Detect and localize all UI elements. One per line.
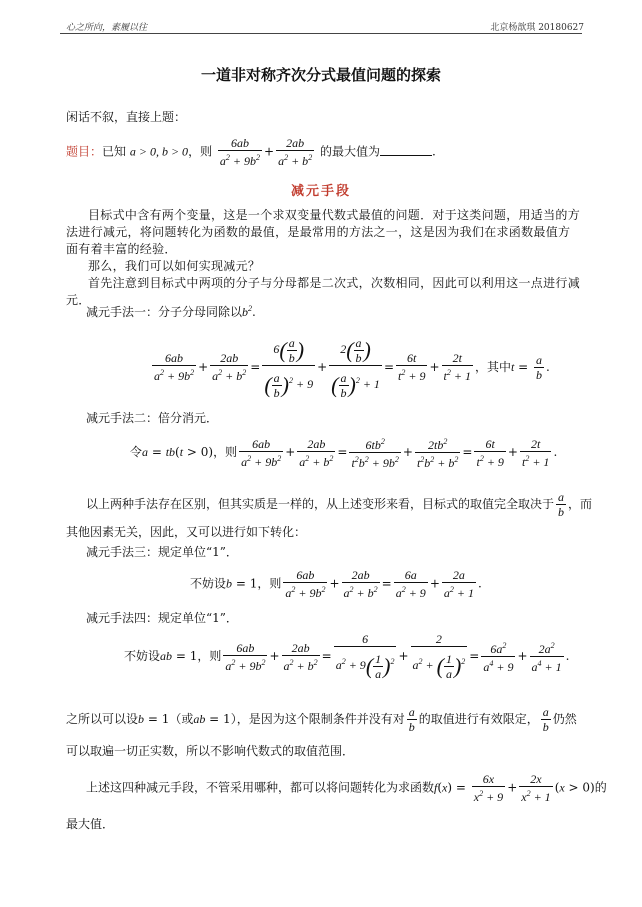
intro-text: 闲话不叙，直接上题：: [66, 110, 187, 124]
equation-method-3: 不妨设b = 1，则 $\frac{6ab}{a^2 + 9b^2}$ + $\frac{2ab}{a^2 + b^2}$ = $\frac{6a}{a^2 + 9}$ + $\frac{2a}{a^2 + 1}$ .: [190, 568, 482, 600]
page-title: 一道非对称齐次分式最值问题的探索: [200, 66, 441, 84]
header-motto: 心之所向，素履以往: [66, 23, 148, 33]
method-1-label: 减元手法一：分子分母同除以$b^2$.: [86, 304, 256, 319]
answer-blank: [380, 143, 432, 156]
method-3-label: 减元手法三：规定单位“1”．: [86, 545, 238, 559]
problem-label: 题目：: [66, 144, 103, 159]
paragraph-5f: 可以取遍一切正实数，所以不影响代数式的取值范围．: [66, 744, 355, 758]
method-2-label: 减元手法二：倍分消元．: [86, 411, 219, 425]
paragraph-1: 目标式中含有两个变量，这是一个求双变量代数式最值的问题．对于这类问题，用适当的方法进行减元，将问题转化为函数的最值，是最常用的方法之一，这是因为我们在求函数最值方面有着丰富的经验．: [66, 208, 581, 256]
problem-conditions: a > 0, b > 0: [129, 144, 189, 159]
header-rule: [60, 33, 582, 34]
paragraph-2: 那么，我们可以如何实现减元？: [88, 259, 261, 273]
paragraph-6c: 最大值．: [66, 817, 115, 831]
page-header: [60, 20, 584, 32]
section-title: 减元手段: [290, 184, 351, 199]
paragraph-6: 上述这四种减元手段，不管采用哪种，都可以将问题转化为求函数f(x) = $\frac{6x}{x^2 + 9}$ + $\frac{2x}{x^2 + 1}$ (x > 0)的: [86, 772, 607, 804]
problem-statement: 题目：已知 a > 0, b > 0，则 $\frac{6ab}{a^2 + 9b^2}$ + $\frac{2ab}{a^2 + b^2}$ 的最大值为 .: [66, 136, 436, 168]
equation-method-1: $\frac{6ab}{a^2 + 9b^2}$ + $\frac{2ab}{a^2 + b^2}$ = 6( $\frac{a}{b}$ ) ( $\frac{a}{b}$ )$^2$ + 9 + 2( $\frac{a}{b}$ ) ( $\frac{a}{b}$ )$^2$ + 1 = $\frac{6t}{t^2 + 9}$ + $\frac{2t}{t^2 + 1}$ ，其中t = $\frac{a}{b}$ .: [154, 335, 550, 400]
fraction-term-1: $\frac{6ab}{a^2 + 9b^2}$: [219, 136, 261, 168]
paragraph-5a: 之所以可以设b = 1（或ab = 1），是因为这个限制条件并没有对 $\frac{a}{b}$ 的取值进行有效限定， $\frac{a}{b}$ 仍然: [66, 705, 577, 734]
equation-method-4: 不妨设ab = 1，则 $\frac{6ab}{a^2 + 9b^2}$ + $\frac{2ab}{a^2 + b^2}$ = 6 $a^2 + 9$( $\frac{1}{a}$ )$^2$ + 2 $a^2$ + ( $\frac{1}{a}$ )$^2$ = $\frac{6a^2}{a^4 + 9}$ + $\frac{2a^2}{a^4 + 1}$ .: [124, 632, 570, 681]
equation-method-2: 令a = tb(t > 0)，则 $\frac{6ab}{a^2 + 9b^2}$ + $\frac{2ab}{a^2 + b^2}$ = $\frac{6tb^2}{t^2b^2 + 9b^2}$ + $\frac{2tb^2}{t^2b^2 + b^2}$ = $\frac{6t}{t^2 + 9}$ + $\frac{2t}{t^2 + 1}$ .: [130, 436, 558, 470]
method-4-label: 减元手法四：规定单位“1”．: [86, 611, 238, 625]
paragraph-4c: 其他因素无关，因此，又可以进行如下转化：: [66, 525, 307, 539]
header-author-date: 北京杨歆琪 20180627: [490, 23, 584, 33]
paragraph-4a: 以上两种手法存在区别，但其实质是一样的，从上述变形来看，目标式的取值完全取决于 $\frac{a}{b}$ ，而: [86, 490, 593, 519]
fraction-term-2: $\frac{2ab}{a^2 + b^2}$: [278, 136, 313, 168]
paragraph-3: 首先注意到目标式中两项的分子与分母都是二次式，次数相同，因此可以利用这一点进行减元．: [66, 276, 581, 307]
